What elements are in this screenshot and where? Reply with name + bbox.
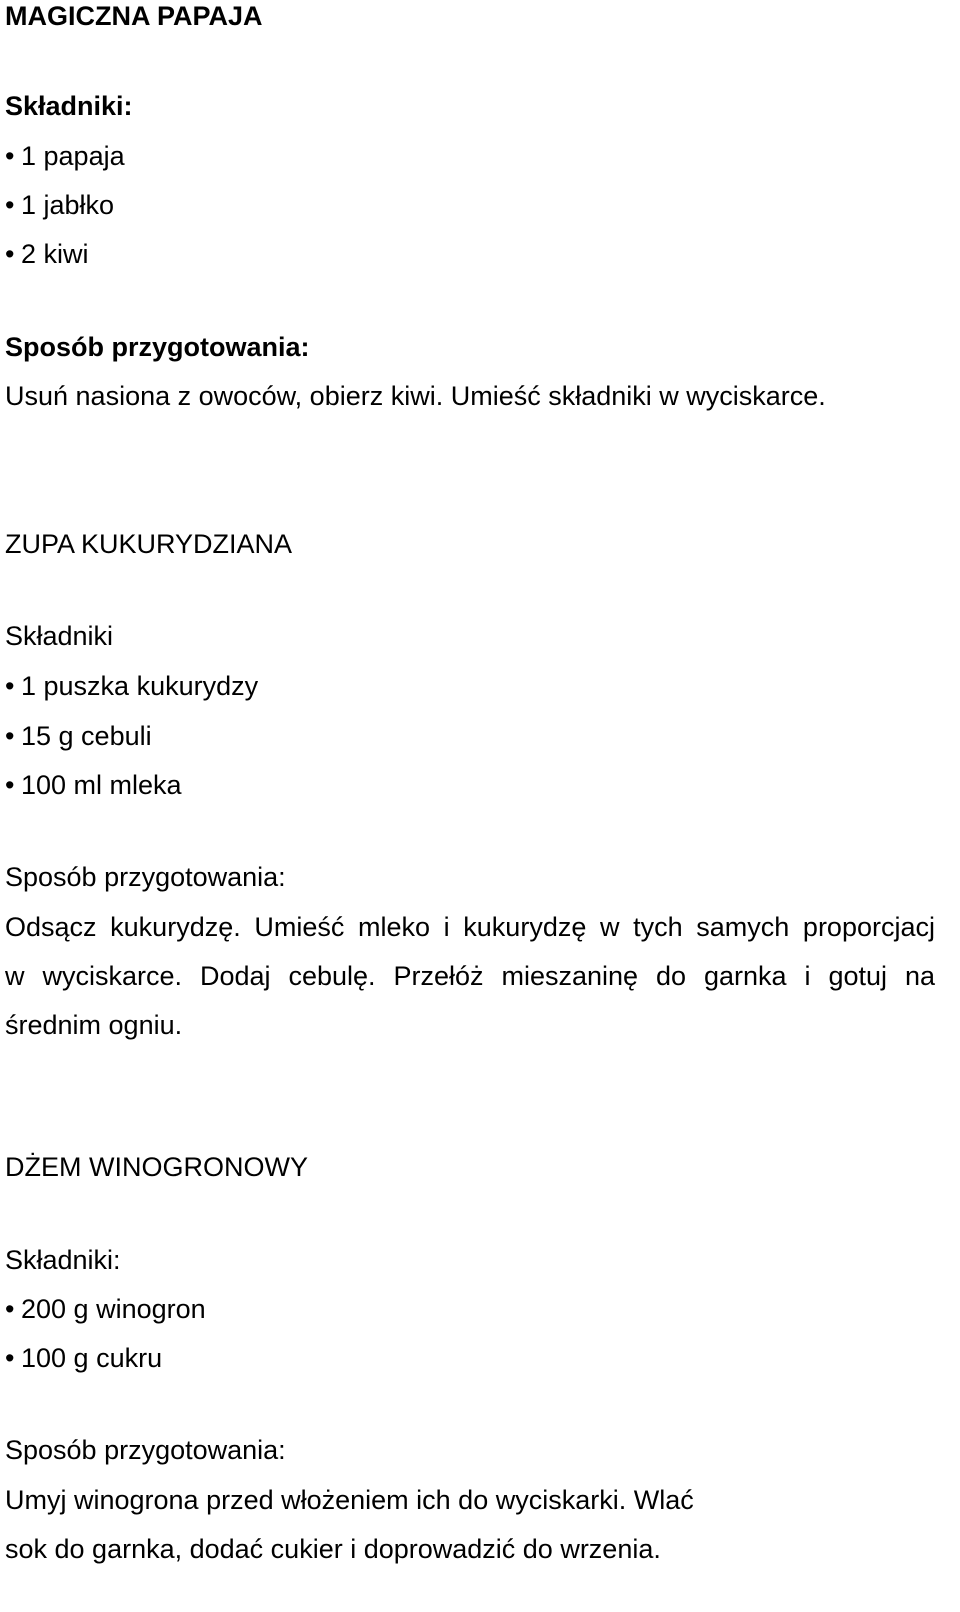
list-item: [5, 769, 182, 801]
ingredient-text: 15 g cebuli: [21, 721, 152, 751]
list-item: [5, 1342, 162, 1374]
method-text-line: średnim ogniu.: [5, 1010, 183, 1040]
ingredients-label: Składniki: [5, 621, 114, 651]
method-text-line: w wyciskarce. Dodaj cebulę. Przełóż mieszaninę do garnka i gotuj na: [5, 961, 935, 991]
recipe-title: ZUPA KUKURYDZIANA: [5, 529, 293, 559]
method-text-line: Umyj winogrona przed włożeniem ich do wyciskarki. Wlać: [5, 1485, 694, 1515]
bullet-icon: •: [5, 770, 15, 800]
bullet-icon: •: [5, 671, 15, 701]
method-text-line: sok do garnka, dodać cukier i doprowadzić do wrzenia.: [5, 1534, 661, 1564]
bullet-icon: •: [5, 1343, 15, 1373]
bullet-icon: •: [5, 141, 15, 171]
recipe-title: MAGICZNA PAPAJA: [5, 1, 263, 31]
method-label: Sposób przygotowania:: [5, 332, 310, 362]
list-item: [5, 720, 152, 752]
ingredient-text: 1 puszka kukurydzy: [21, 671, 259, 701]
ingredient-text: 100 g cukru: [21, 1343, 163, 1373]
method-label: Sposób przygotowania:: [5, 862, 286, 892]
bullet-icon: •: [5, 239, 15, 269]
list-item: [5, 1293, 206, 1325]
list-item: [5, 189, 114, 221]
list-item: [5, 140, 125, 172]
list-item: [5, 670, 258, 702]
ingredient-text: 2 kiwi: [21, 239, 89, 269]
ingredients-label: Składniki:: [5, 1245, 121, 1275]
ingredient-text: 1 jabłko: [21, 190, 115, 220]
list-item: [5, 238, 89, 270]
ingredient-text: 1 papaja: [21, 141, 125, 171]
method-label: Sposób przygotowania:: [5, 1435, 286, 1465]
recipe-title: DŻEM WINOGRONOWY: [5, 1152, 308, 1182]
ingredient-text: 100 ml mleka: [21, 770, 182, 800]
ingredients-label: Składniki:: [5, 91, 133, 121]
method-text: Usuń nasiona z owoców, obierz kiwi. Umieść składniki w wyciskarce.: [5, 381, 826, 411]
method-text-line: Odsącz kukurydzę. Umieść mleko i kukurydzę w tych samych proporcjacj: [5, 912, 935, 942]
bullet-icon: •: [5, 1294, 15, 1324]
bullet-icon: •: [5, 190, 15, 220]
bullet-icon: •: [5, 721, 15, 751]
ingredient-text: 200 g winogron: [21, 1294, 206, 1324]
